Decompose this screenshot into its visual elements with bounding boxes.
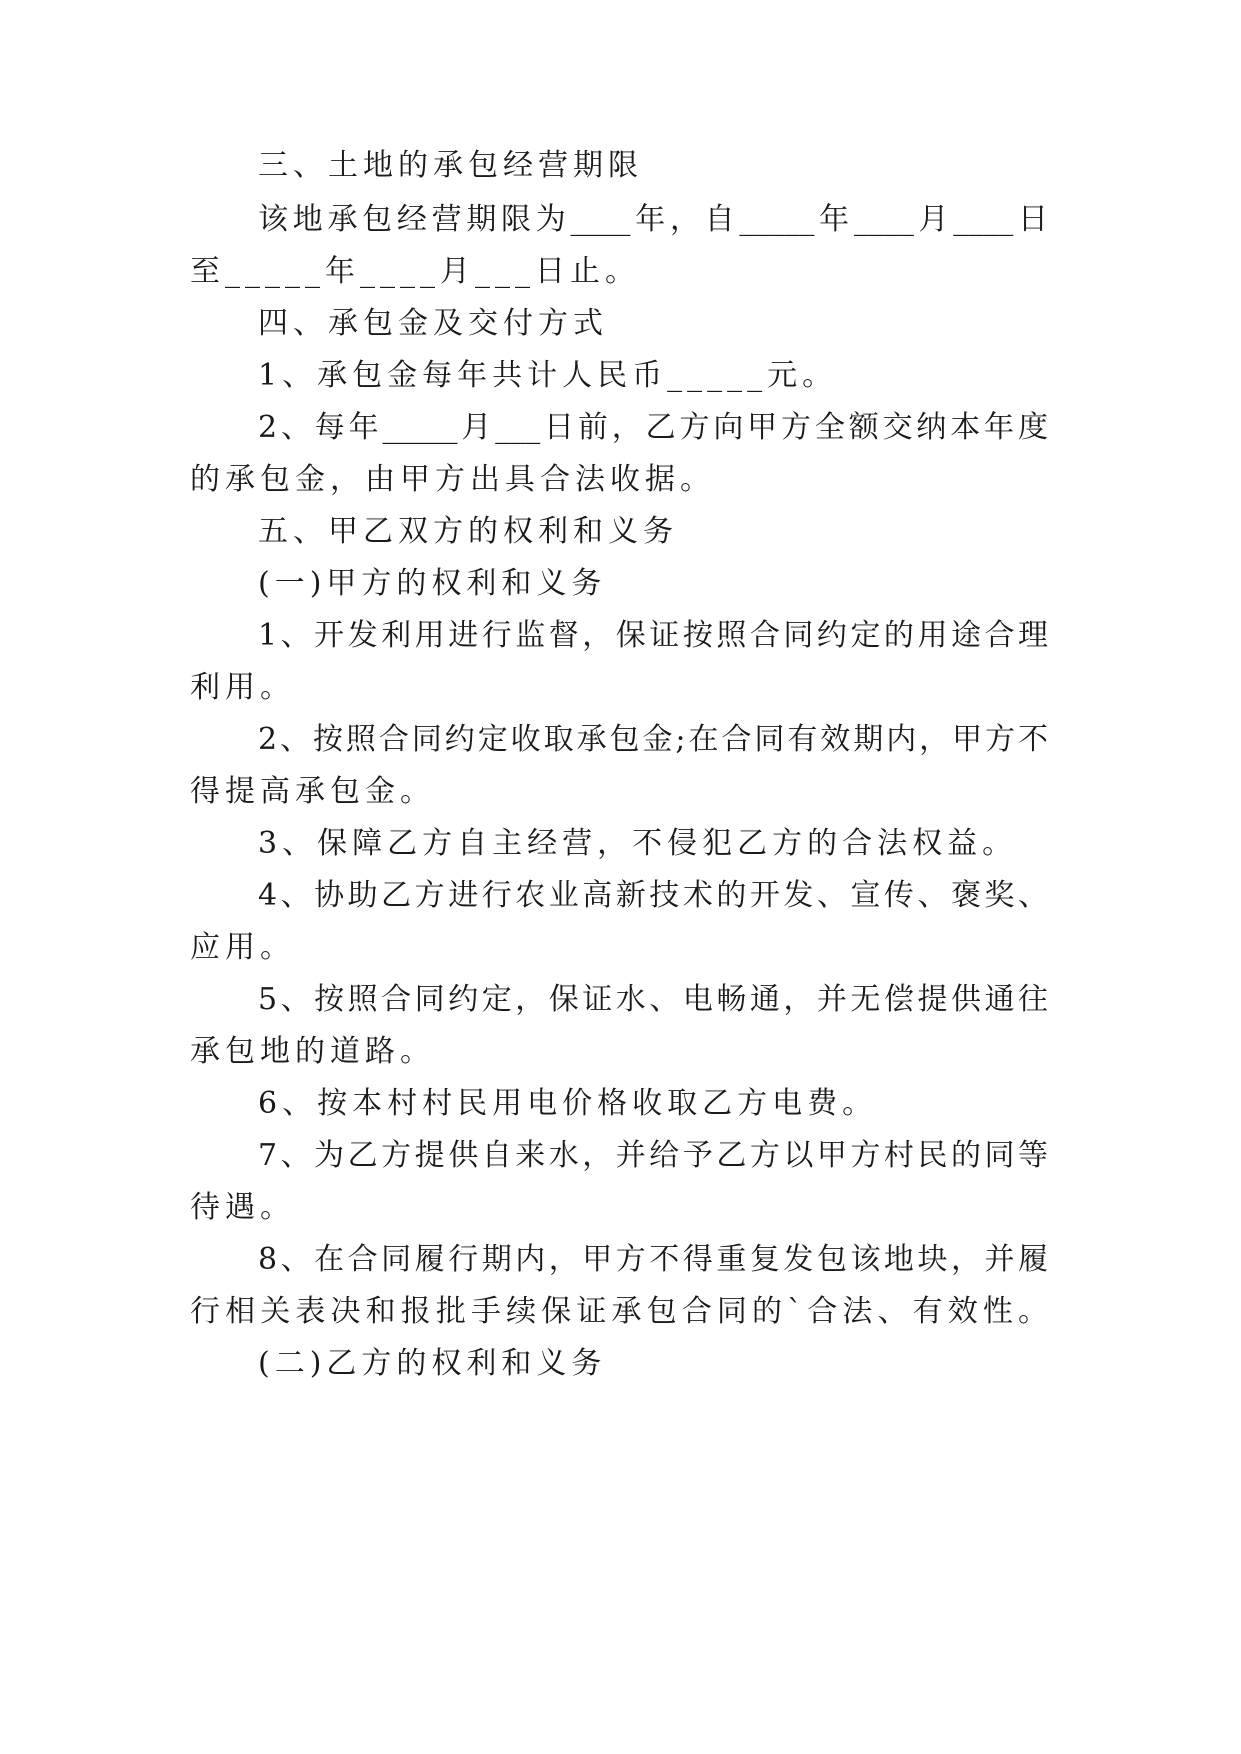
paragraph-line: 得提高承包金。 [190,774,435,809]
paragraph-line: 应用。 [190,930,295,965]
paragraph-line: 2、每年_____月___日前，乙方向甲方全额交纳本年度 [258,410,1048,445]
paragraph-line: 该地承包经营期限为____年，自_____年____月____日 [258,202,1048,237]
paragraph-line: 承包地的道路。 [190,1034,435,1069]
section-heading-rights: 五、甲乙双方的权利和义务 [258,514,678,549]
paragraph-line: 待遇。 [190,1190,295,1225]
paragraph-line: 1、承包金每年共计人民币_____元。 [258,358,838,393]
paragraph-line: 2、按照合同约定收取承包金;在合同有效期内，甲方不 [258,722,1048,757]
section-heading-payment: 四、承包金及交付方式 [258,306,608,341]
paragraph-line: 1、开发利用进行监督，保证按照合同约定的用途合理 [258,618,1048,653]
paragraph-line: 4、协助乙方进行农业高新技术的开发、宣传、褒奖、 [258,878,1048,913]
paragraph-line: 7、为乙方提供自来水，并给予乙方以甲方村民的同等 [258,1138,1048,1173]
paragraph-line: 3、保障乙方自主经营，不侵犯乙方的合法权益。 [258,826,1018,861]
subsection-heading-party-b: (二)乙方的权利和义务 [258,1346,607,1381]
paragraph-line: 6、按本村村民用电价格收取乙方电费。 [258,1086,878,1121]
paragraph-line: 8、在合同履行期内，甲方不得重复发包该地块，并履 [258,1242,1048,1277]
subsection-heading-party-a: (一)甲方的权利和义务 [258,566,607,601]
paragraph-line: 利用。 [190,670,295,705]
paragraph-line: 行相关表决和报批手续保证承包合同的`合法、有效性。 [190,1294,1048,1329]
paragraph-line: 的承包金，由甲方出具合法收据。 [190,462,715,497]
paragraph-line: 至_____年____月___日止。 [190,254,640,289]
section-heading-term: 三、土地的承包经营期限 [258,148,643,183]
paragraph-line: 5、按照合同约定，保证水、电畅通，并无偿提供通往 [258,982,1048,1017]
